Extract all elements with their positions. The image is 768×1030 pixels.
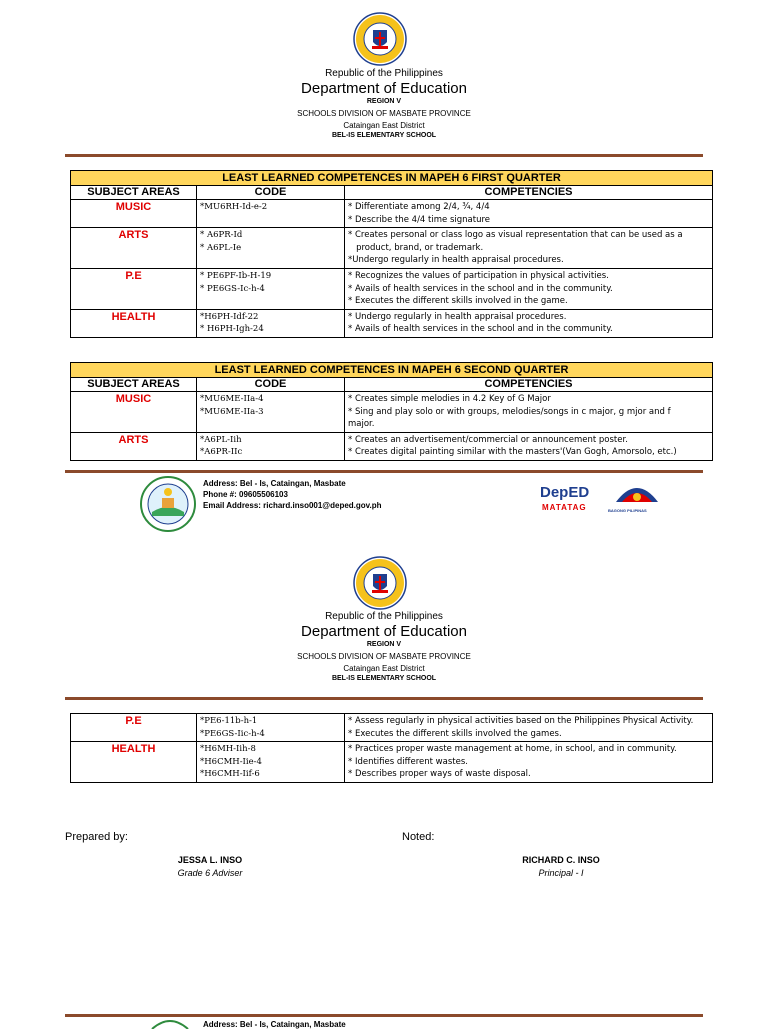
competency: * Describe the 4/4 time signature — [348, 214, 490, 225]
col-header-code: CODE — [197, 186, 345, 200]
code: *MU6ME-IIa-3 — [200, 406, 264, 417]
code-cell — [197, 714, 345, 742]
table-row — [71, 228, 713, 269]
code-cell — [197, 228, 345, 269]
subject-cell: ARTS — [71, 432, 197, 460]
header-district: Cataingan East District — [343, 121, 425, 130]
code: *H6PH-Idf-22 — [200, 311, 259, 322]
code: *H6MH-Iih-8 — [200, 744, 256, 755]
code: *PE6-11b-h-1 — [200, 716, 258, 726]
header-school: BEL-IS ELEMENTARY SCHOOL — [331, 132, 437, 139]
code-cell — [197, 742, 345, 783]
header-divider — [65, 154, 703, 157]
deped-logo: DepED — [540, 484, 590, 501]
competencies-cell — [345, 714, 713, 742]
header-divider — [65, 697, 703, 700]
code-cell — [197, 268, 345, 309]
col-header-competencies: COMPETENCIES — [345, 186, 713, 200]
code-cell — [197, 432, 345, 460]
competency: * Recognizes the values of participation in physical activities. — [348, 270, 609, 281]
competency: * Creates an advertisement/commercial or announcement poster. — [348, 434, 628, 445]
prepared-title: Grade 6 Adviser — [177, 868, 243, 878]
code: *MU6ME-IIa-4 — [200, 394, 264, 404]
code-cell — [197, 309, 345, 337]
code: *MU6RH-Id-e-2 — [200, 202, 268, 212]
col-header-subject: SUBJECT AREAS — [71, 186, 197, 200]
competency: major. — [348, 419, 375, 430]
footer-email: Email Address: richard.inso001@deped.gov.ph — [203, 501, 382, 510]
competencies-cell — [345, 309, 713, 337]
header-school: BEL-IS ELEMENTARY SCHOOL — [331, 675, 437, 682]
competency: * Executes the different skills involved the games. — [348, 728, 562, 739]
header-region: REGION V — [366, 98, 402, 105]
school-logo-icon — [150, 1019, 190, 1029]
table-row — [71, 432, 713, 460]
competencies-cell — [345, 392, 713, 433]
header-division: SCHOOLS DIVISION OF MASBATE PROVINCE — [297, 652, 471, 661]
footer-address: Address: Bel - Is, Cataingan, Masbate — [203, 1020, 346, 1029]
deped-seal-icon — [353, 556, 407, 610]
code: * PE6PF-Ib-H-19 — [200, 270, 272, 281]
code: * PE6GS-Ic-h-4 — [200, 283, 265, 294]
footer-divider — [65, 1014, 703, 1017]
table-row — [71, 714, 713, 742]
noted-name: RICHARD C. INSO — [522, 855, 600, 865]
subject-cell: ARTS — [71, 228, 197, 269]
school-logo-icon — [140, 476, 196, 532]
table-row — [71, 268, 713, 309]
footer-phone: Phone #: 09605506103 — [203, 490, 288, 499]
code-cell — [197, 200, 345, 228]
competencies-cell — [345, 432, 713, 460]
competencies-cell — [345, 268, 713, 309]
matatag-logo: MATATAG — [542, 503, 587, 512]
competency: * Creates simple melodies in 4.2 Key of G Major — [348, 394, 551, 404]
header-division: SCHOOLS DIVISION OF MASBATE PROVINCE — [297, 109, 471, 118]
header-republic: Republic of the Philippines — [325, 611, 443, 622]
competency: * Creates digital painting similar with the masters'(Van Gogh, Amorsolo, etc.) — [348, 447, 677, 458]
competency: * Sing and play solo or with groups, melodies/songs in c major, g mjor and f — [348, 406, 671, 417]
prepared-by-label: Prepared by: — [65, 831, 128, 843]
table-title: LEAST LEARNED COMPETENCES IN MAPEH 6 SECOND QUARTER — [71, 363, 713, 378]
col-header-subject: SUBJECT AREAS — [71, 378, 197, 392]
code: *A6PR-IIc — [200, 447, 243, 458]
subject-cell: MUSIC — [71, 200, 197, 228]
competency: * Avails of health services in the school and in the community. — [348, 324, 613, 335]
header-department: Department of Education — [301, 80, 467, 97]
code: *A6PL-Iih — [200, 434, 242, 445]
first-quarter-table — [70, 170, 713, 338]
competency: * Assess regularly in physical activities based on the Philippines Physical Activity. — [348, 716, 694, 726]
competency: *Undergo regularly in health appraisal procedures. — [348, 255, 564, 266]
code: * A6PL-Ie — [200, 242, 242, 253]
table-row — [71, 742, 713, 783]
header-republic: Republic of the Philippines — [325, 68, 443, 79]
competency: * Describes proper ways of waste disposal. — [348, 769, 531, 780]
header-department: Department of Education — [301, 623, 467, 640]
competency: product, brand, or trademark. — [348, 242, 484, 253]
competency: * Identifies different wastes. — [348, 756, 468, 767]
subject-cell: HEALTH — [71, 309, 197, 337]
code: *PE6GS-Iic-h-4 — [200, 728, 265, 739]
competency: * Creates personal or class logo as visual representation that can be used as a — [348, 230, 683, 241]
table-title: LEAST LEARNED COMPETENCES IN MAPEH 6 FIRST QUARTER — [71, 171, 713, 186]
second-quarter-table — [70, 362, 713, 461]
footer-address: Address: Bel - Is, Cataingan, Masbate — [203, 479, 346, 488]
competency: * Differentiate among 2/4, ¾, 4/4 — [348, 202, 490, 212]
subject-cell: P.E — [71, 714, 197, 742]
competency: * Undergo regularly in health appraisal procedures. — [348, 311, 567, 322]
noted-title: Principal - I — [538, 868, 584, 878]
competency: * Executes the different skills involved in the game. — [348, 296, 568, 307]
competencies-cell — [345, 228, 713, 269]
col-header-competencies: COMPETENCIES — [345, 378, 713, 392]
prepared-name: JESSA L. INSO — [177, 855, 243, 865]
col-header-code: CODE — [197, 378, 345, 392]
code: * H6PH-Igh-24 — [200, 324, 264, 335]
bagong-pilipinas-text: BAGONG PILIPINAS — [608, 508, 647, 513]
competencies-cell — [345, 200, 713, 228]
competencies-cell — [345, 742, 713, 783]
code: * A6PR-Id — [200, 230, 243, 241]
competency: * Avails of health services in the school and in the community. — [348, 283, 613, 294]
subject-cell: HEALTH — [71, 742, 197, 783]
code: *H6CMH-Iif-6 — [200, 769, 260, 780]
noted-label: Noted: — [402, 831, 435, 843]
table-row — [71, 309, 713, 337]
subject-cell: MUSIC — [71, 392, 197, 433]
competency: * Practices proper waste management at home, in school, and in community. — [348, 744, 677, 755]
code: *H6CMH-Iie-4 — [200, 756, 262, 767]
footer-divider — [65, 470, 703, 473]
header-region: REGION V — [366, 641, 402, 648]
subject-cell: P.E — [71, 268, 197, 309]
table-row — [71, 200, 713, 228]
table-row — [71, 392, 713, 433]
continuation-table — [70, 713, 713, 783]
bagong-pilipinas-icon — [612, 480, 662, 508]
header-district: Cataingan East District — [343, 664, 425, 673]
code-cell — [197, 392, 345, 433]
deped-seal-icon — [353, 12, 407, 66]
